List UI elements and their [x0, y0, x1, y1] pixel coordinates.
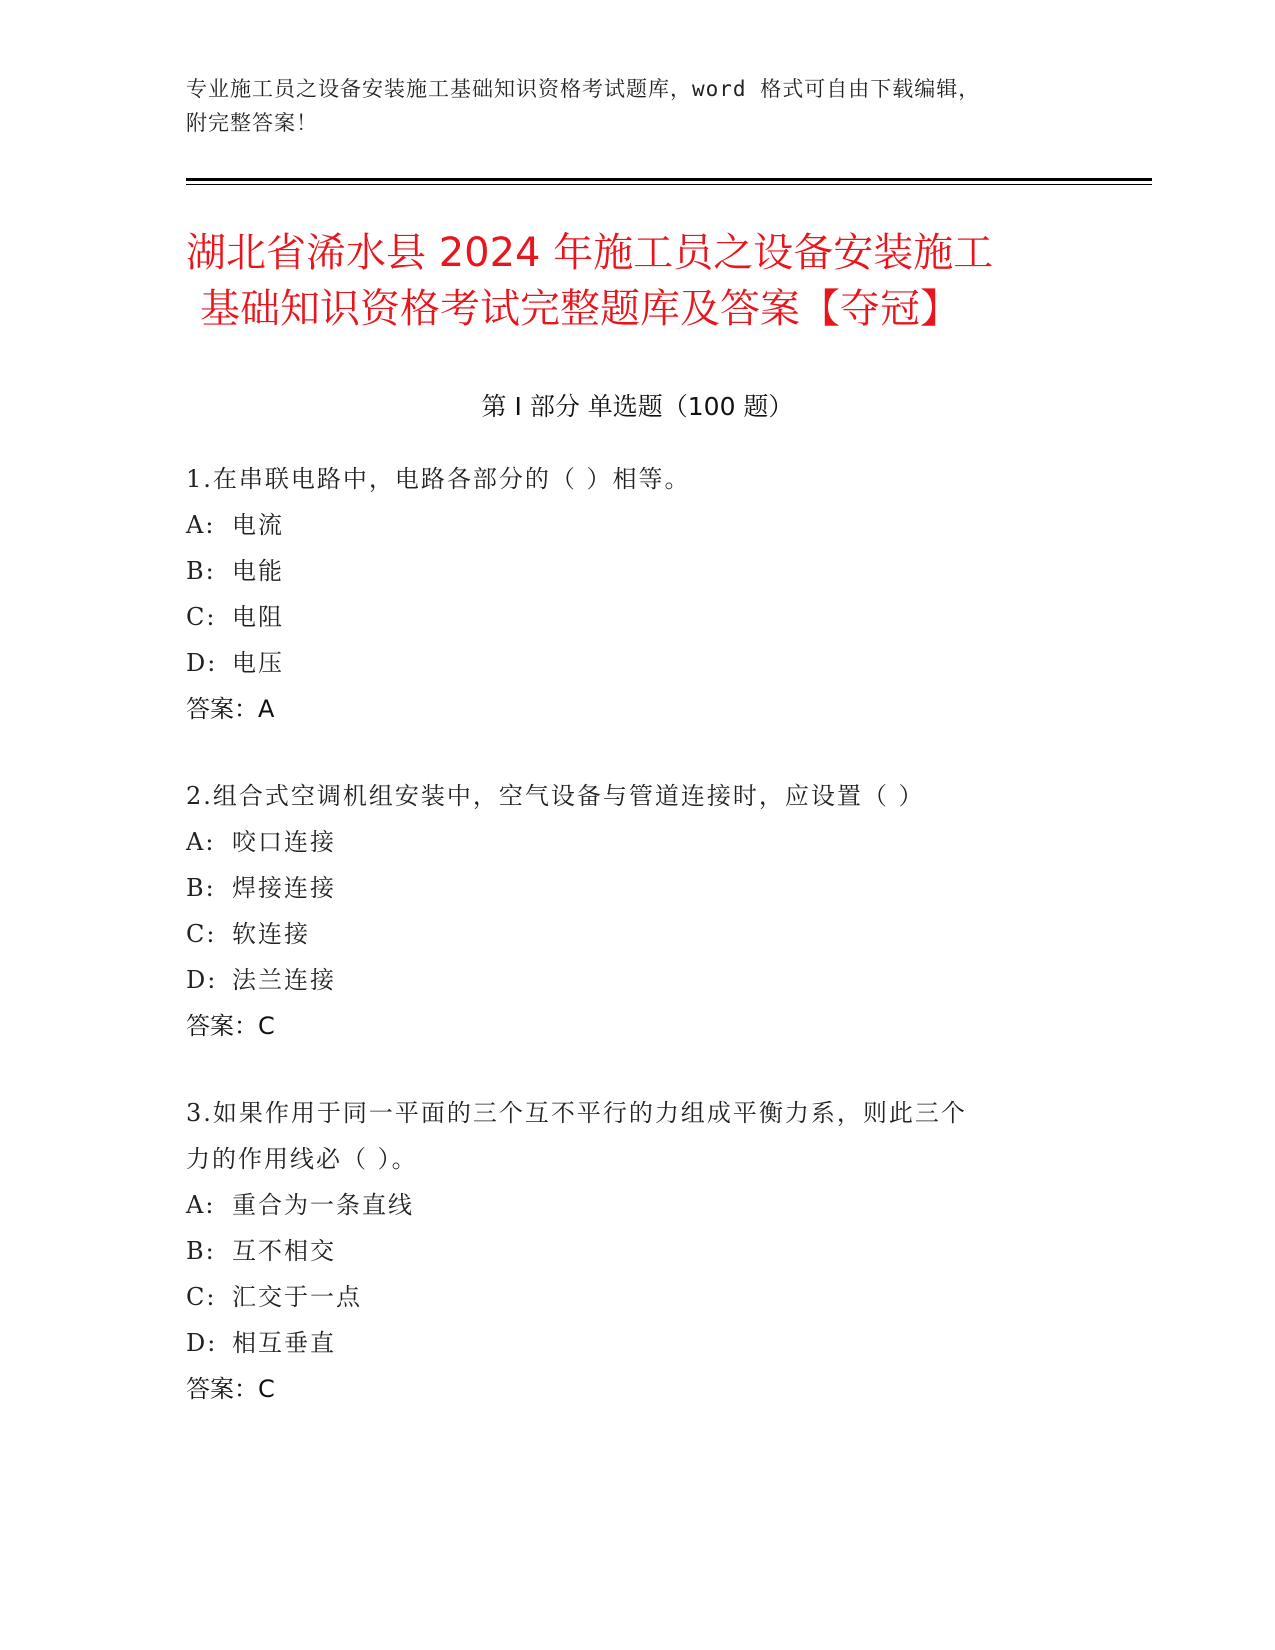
question-3 [186, 1090, 1066, 1412]
option-text: 电能 [232, 557, 284, 585]
header-divider-thin [186, 184, 1152, 185]
option-key: D: [186, 649, 218, 677]
question-3-option-c [186, 1274, 1066, 1320]
option-key: B: [186, 874, 216, 902]
header-note-line-1: 专业施工员之设备安装施工基础知识资格考试题库，word 格式可自由下载编辑， [186, 77, 981, 101]
question-2 [186, 773, 1066, 1049]
question-2-option-a [186, 819, 1066, 865]
header-divider-thick [186, 178, 1152, 181]
question-2-option-c [186, 911, 1066, 957]
option-key: A: [186, 1191, 216, 1219]
document-title-line-1: 湖北省浠水县 2024 年施工员之设备安装施工 [186, 230, 994, 276]
question-3-option-b [186, 1228, 1066, 1274]
question-3-text-line-2: 力的作用线必（ ）。 [186, 1145, 418, 1173]
question-2-option-d [186, 957, 1066, 1003]
document-title [186, 225, 1116, 337]
option-text: 互不相交 [232, 1237, 336, 1265]
question-1-option-b [186, 548, 1066, 594]
question-2-text: 2.组合式空调机组安装中，空气设备与管道连接时，应设置（ ） [186, 782, 925, 810]
option-text: 汇交于一点 [232, 1283, 362, 1311]
question-3-answer: 答案：C [186, 1375, 275, 1403]
option-key: A: [186, 828, 216, 856]
question-1-text: 1.在串联电路中，电路各部分的（ ）相等。 [186, 465, 691, 493]
section-heading: 第 I 部分 单选题（100 题） [481, 392, 794, 421]
question-2-option-b [186, 865, 1066, 911]
option-text: 电压 [232, 649, 284, 677]
question-3-option-a [186, 1182, 1066, 1228]
option-key: C: [186, 603, 217, 631]
option-text: 电阻 [232, 603, 284, 631]
option-key: B: [186, 557, 216, 585]
question-2-answer: 答案：C [186, 1012, 275, 1040]
option-key: D: [186, 966, 218, 994]
header-note-line-2: 附完整答案！ [186, 111, 318, 135]
question-1 [186, 456, 1066, 732]
question-1-option-a [186, 502, 1066, 548]
option-text: 相互垂直 [232, 1329, 336, 1357]
question-3-text-line-1: 3.如果作用于同一平面的三个互不平行的力组成平衡力系，则此三个 [186, 1099, 967, 1127]
question-1-option-d [186, 640, 1066, 686]
option-key: B: [186, 1237, 216, 1265]
question-1-option-c [186, 594, 1066, 640]
option-text: 电流 [232, 511, 284, 539]
option-text: 软连接 [232, 920, 310, 948]
option-text: 法兰连接 [232, 966, 336, 994]
document-title-line-2: 基础知识资格考试完整题库及答案【夺冠】 [200, 286, 960, 332]
question-3-option-d [186, 1320, 1066, 1366]
option-key: A: [186, 511, 216, 539]
option-key: C: [186, 1283, 217, 1311]
question-1-answer: 答案：A [186, 695, 275, 723]
option-text: 重合为一条直线 [232, 1191, 414, 1219]
option-key: D: [186, 1329, 218, 1357]
option-text: 焊接连接 [232, 874, 336, 902]
option-key: C: [186, 920, 217, 948]
option-text: 咬口连接 [232, 828, 336, 856]
header-note [186, 72, 1066, 140]
